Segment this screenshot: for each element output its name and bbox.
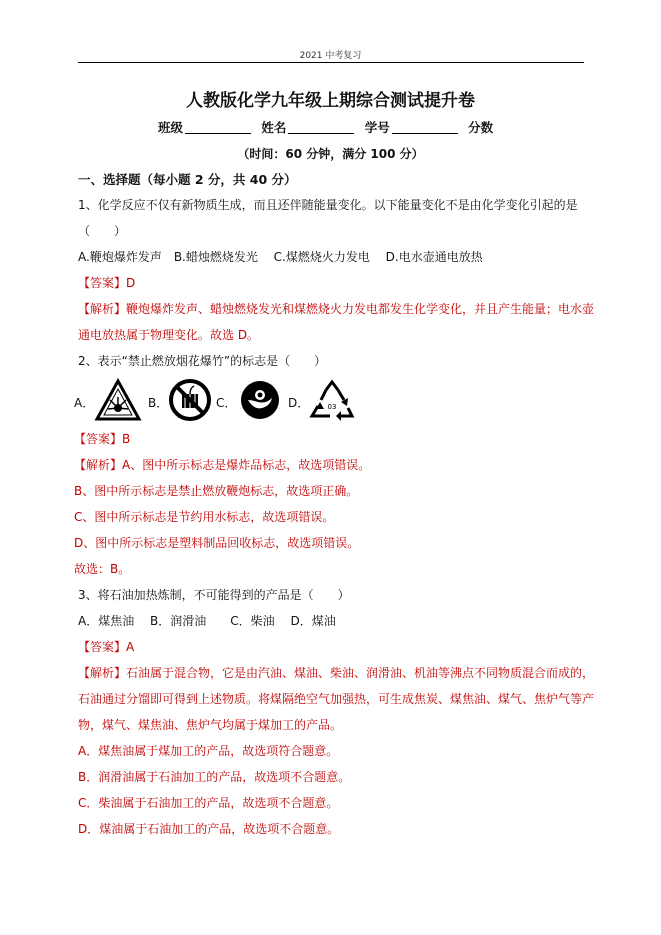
q3-analysis-line: B．润滑油属于石油加工的产品，故选项不合题意。: [78, 770, 351, 784]
recycle-code: 03: [327, 403, 337, 411]
time-note: （时间：60 分钟，满分 100 分）: [237, 147, 424, 161]
option-letter: D．: [288, 396, 310, 410]
q1-options: A.鞭炮爆炸发声 B.蜡烛燃烧发光 C.煤燃烧火力发电 D.电水壶通电放热: [78, 250, 483, 264]
q3-analysis-line: C．柴油属于石油加工的产品，故选项不合题意。: [78, 796, 339, 810]
score-label: 分数: [468, 120, 494, 135]
q3-options: A．煤焦油 B．润滑油 C．柴油 D．煤油: [78, 614, 336, 628]
name-blank[interactable]: [288, 121, 354, 134]
q1-blank: （ ）: [78, 224, 127, 238]
q2-analysis-line: 【解析】A、图中所示标志是爆炸品标志，故选项错误。: [74, 458, 371, 472]
q3-analysis-line: D．煤油属于石油加工的产品，故选项不合题意。: [78, 822, 340, 836]
q1-analysis-line: 通电放热属于物理变化。故选 D。: [78, 328, 260, 342]
water-saving-icon: [238, 378, 282, 422]
q2-answer: 【答案】B: [74, 432, 131, 446]
no-fireworks-icon: [168, 378, 212, 422]
explosive-warning-icon: [94, 378, 142, 422]
exam-title: 人教版化学九年级上期综合测试提升卷: [186, 91, 475, 111]
student-info-row: [158, 118, 493, 136]
section-heading: 一、选择题（每小题 2 分，共 40 分）: [78, 172, 297, 187]
option-letter: C．: [216, 396, 237, 410]
q3-stem: 3、将石油加热炼制，不可能得到的产品是（ ）: [78, 588, 350, 602]
q3-analysis-line: 物，煤气、煤焦油、焦炉气均属于煤加工的产品。: [78, 718, 343, 732]
name-label: 姓名: [261, 120, 287, 135]
q2-sign-options: [74, 378, 374, 424]
q1-stem: 1、化学反应不仅有新物质生成，而且还伴随能量变化。以下能量变化不是由化学变化引起的是: [78, 198, 578, 212]
q1-analysis-line: 【解析】鞭炮爆炸发声、蜡烛燃烧发光和煤燃烧火力发电都发生化学变化，并且产生能量；电水壶: [78, 302, 595, 316]
page-header: 2021 中考复习: [299, 51, 362, 61]
option-letter: A．: [74, 396, 95, 410]
q3-analysis-line: 【解析】石油属于混合物，它是由汽油、煤油、柴油、润滑油、机油等沸点不同物质混合而成的，: [78, 666, 595, 680]
q2-conclusion: 故选：B。: [74, 562, 131, 576]
option-letter: B．: [148, 396, 169, 410]
q3-analysis-line: 石油通过分馏即可得到上述物质。将煤隔绝空气加强热，可生成焦炭、煤焦油、煤气、焦炉气等产: [78, 692, 595, 706]
class-blank[interactable]: [185, 121, 251, 134]
q2-analysis-line: C、图中所示标志是节约用水标志，故选项错误。: [74, 510, 335, 524]
number-label: 学号: [364, 120, 390, 135]
number-blank[interactable]: [392, 121, 458, 134]
q2-stem: 2、表示“禁止燃放烟花爆竹”的标志是（ ）: [78, 354, 327, 368]
class-label: 班级: [158, 120, 184, 135]
q3-answer: 【答案】A: [78, 640, 135, 654]
q2-analysis-line: B、图中所示标志是禁止燃放鞭炮标志，故选项正确。: [74, 484, 359, 498]
q2-analysis-line: D、图中所示标志是塑料制品回收标志，故选项错误。: [74, 536, 360, 550]
q3-analysis-line: A．煤焦油属于煤加工的产品，故选项符合题意。: [78, 744, 339, 758]
header-divider: [78, 62, 584, 63]
plastic-recycle-icon: [308, 378, 356, 422]
q1-answer: 【答案】D: [78, 276, 136, 290]
